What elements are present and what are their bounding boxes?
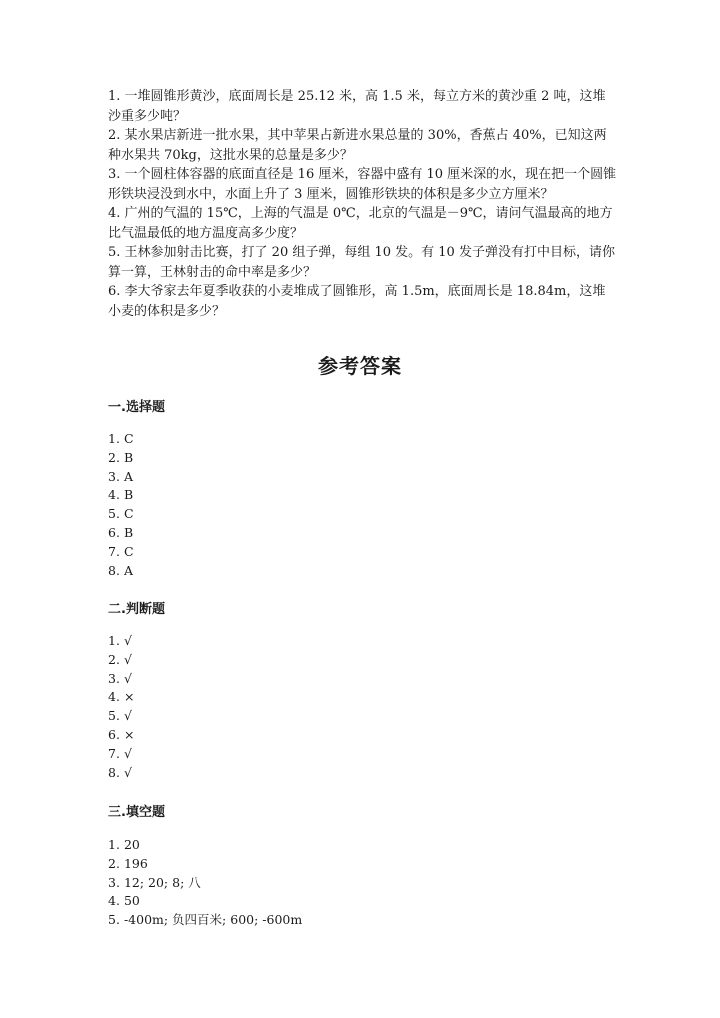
answer-item: 2. B	[108, 449, 134, 465]
section-heading-judgement: 二.判断题	[108, 602, 165, 617]
answer-item: 1. √	[108, 633, 132, 648]
answer-item: 4. ×	[108, 689, 135, 705]
answer-key-title: 参考答案	[318, 354, 402, 378]
answer-item: 1. 20	[108, 837, 140, 852]
answer-item: 3. A	[108, 468, 133, 484]
answer-item: 7. √	[108, 745, 132, 761]
answer-item: 7. C	[108, 543, 134, 559]
problem-1: 1. 一堆圆锥形黄沙，底面周长是 25.12 米，高 1.5 米，每立方米的黄沙重 2 吨，这堆沙重多少吨？	[108, 89, 606, 124]
problem-3: 3. 一个圆柱体容器的底面直径是 16 厘米，容器中盛有 10 厘米深的水，现在把一个圆锥形铁块浸没到水中，水面上升了 3 厘米，圆锥形铁块的体积是多少立方厘米？	[108, 167, 617, 202]
answer-item: 2. 196	[108, 855, 148, 871]
answer-item: 3. 12; 20; 8; 八	[108, 874, 201, 890]
answer-item: 5. √	[108, 708, 132, 724]
answer-list-choice	[108, 430, 134, 580]
answer-item: 6. ×	[108, 726, 135, 742]
problem-4: 4. 广州的气温的 15℃，上海的气温是 0℃，北京的气温是－9℃，请问气温最高的地方比气温最低的地方温度高多少度？	[108, 206, 613, 241]
answer-item: 1. C	[108, 431, 134, 446]
answer-item: 8. √	[108, 764, 132, 780]
answer-item: 5. C	[108, 506, 134, 522]
answer-list-judgement	[108, 632, 134, 782]
answer-item: 3. √	[108, 670, 132, 686]
word-problems	[108, 87, 618, 321]
answer-item: 4. B	[108, 487, 134, 503]
section-heading-choice: 一.选择题	[108, 400, 165, 415]
answer-list-fill-blank	[108, 836, 302, 930]
problem-2: 2. 某水果店新进一批水果，其中苹果占新进水果总量的 30%，香蕉占 40%，已知这两种水果共 70kg，这批水果的总量是多少？	[108, 128, 607, 163]
problem-6: 6. 李大爷家去年夏季收获的小麦堆成了圆锥形，高 1.5m，底面周长是 18.84m，这堆小麦的体积是多少？	[108, 284, 606, 319]
section-heading-fill-blank: 三.填空题	[108, 805, 165, 820]
answer-item: 8. A	[108, 562, 133, 578]
answer-item: 5. -400m; 负四百米; 600; -600m	[108, 912, 303, 928]
answer-item: 6. B	[108, 524, 134, 540]
answer-item: 2. √	[108, 651, 132, 667]
answer-item: 4. 50	[108, 893, 140, 909]
problem-5: 5. 王林参加射击比赛，打了 20 组子弹，每组 10 发。有 10 发子弹没有打中目标，请你算一算，王林射击的命中率是多少？	[108, 245, 615, 280]
